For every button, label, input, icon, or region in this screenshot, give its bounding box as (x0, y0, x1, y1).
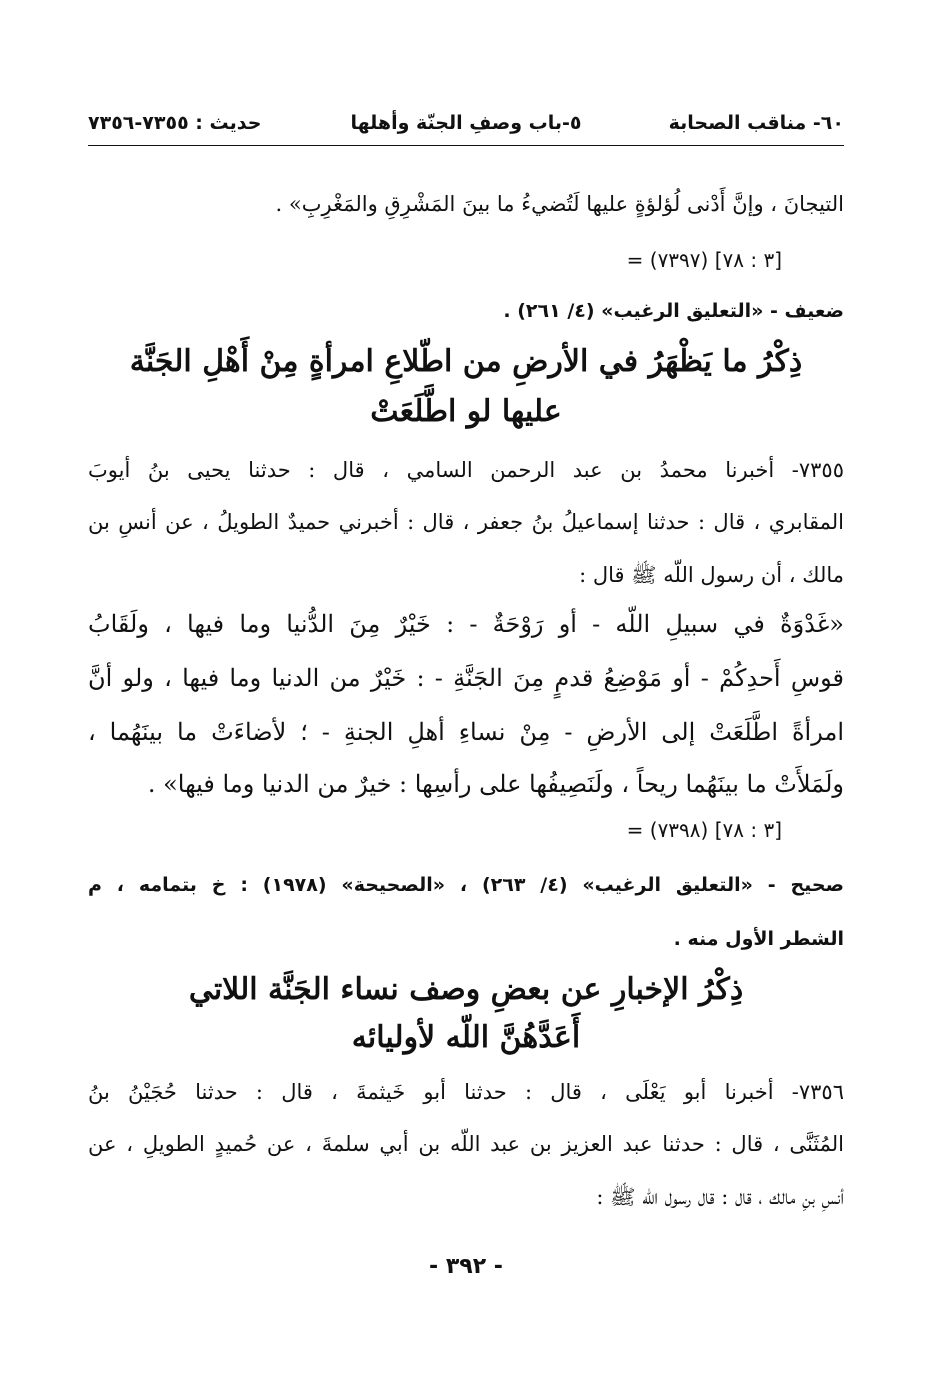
hadith-grade: ضعيف - «التعليق الرغيب» (٤/ ٢٦١) . (503, 300, 844, 322)
page-number: - ٣٩٢ - (429, 1254, 503, 1279)
chapter-heading-line: ذِكْرُ ما يَظْهَرُ في الأرضِ من اطّلاعِ امرأةٍ مِنْ أَهْلِ الجَنَّة (129, 344, 803, 379)
hadith-grade: صحيح - «التعليق الرغيب» (٤/ ٢٦٣) ، «الصحيحة» (١٩٧٨) : خ بتمامه ، م (88, 874, 844, 896)
matn-line: امرأةً اطَّلَعَتْ إلى الأرضِ - مِنْ نساءِ أهلِ الجنةِ - ؛ لأضاءَتْ ما بينَهُما ، (88, 718, 844, 746)
isnad-line: أنسِ بنِ مالك ، قال : قال رسول اللّه ﷺ : (596, 1185, 844, 1209)
chapter-heading-line: ذِكْرُ الإخبارِ عن بعضِ وصف نساء الجَنَّة اللاتي (188, 972, 744, 1007)
header-chapter-title: ٥-باب وصفِ الجنّة وأهلها (350, 112, 582, 134)
header-hadith-range: حديث : ٧٣٥٥-٧٣٥٦ (88, 112, 262, 134)
isnad-line: ٧٣٥٦- أخبرنا أبو يَعْلَى ، قال : حدثنا أبو خَيثمةَ ، قال : حدثنا حُجَيْنُ بنُ (88, 1080, 844, 1104)
chapter-heading-line: عليها لو اطَّلَعَتْ (370, 394, 562, 429)
hadith-grade: الشطر الأول منه . (673, 928, 844, 950)
header-book-section: ٦٠- مناقب الصحابة (668, 112, 844, 134)
header-divider (88, 145, 844, 146)
continuation-text-line: التيجانَ ، وإنَّ أَدْنى لُؤلؤةٍ عليها لَتُضيءُ ما بينَ المَشْرِقِ والمَغْرِبِ» . (275, 192, 844, 216)
cross-reference: = (٧٣٩٧) [٣ : ٧٨] (626, 248, 782, 272)
isnad-line: المُثَنَّى ، قال : حدثنا عبد العزيز بن عبد اللّه بن أبي سلمةَ ، عن حُميدٍ الطويلِ ، عن (88, 1132, 844, 1156)
matn-line: ولَمَلأَتْ ما بينَهُما ريحاً ، ولَنَصِيفُها على رأسِها : خيرٌ من الدنيا وما فيها» . (147, 770, 844, 798)
cross-reference: = (٧٣٩٨) [٣ : ٧٨] (626, 818, 782, 842)
matn-line: قوسِ أَحدِكُمْ - أو مَوْضِعُ قدمٍ مِنَ الجَنَّةِ - : خَيْرٌ من الدنيا وما فيها ، ولو أنَّ (88, 664, 844, 692)
book-page (88, 0, 844, 1373)
isnad-line: ٧٣٥٥- أخبرنا محمدُ بن عبد الرحمن السامي ، قال : حدثنا يحيى بنُ أيوبَ (88, 458, 844, 482)
running-header (88, 108, 844, 142)
chapter-heading-line: أَعَدَّهُنَّ اللّه لأوليائه (351, 1020, 581, 1055)
isnad-line: مالك ، أن رسول اللّه ﷺ قال : (579, 563, 844, 587)
isnad-line: المقابري ، قال : حدثنا إسماعيلُ بنُ جعفر ، قال : أخبرني حميدٌ الطويلُ ، عن أنسِ بن (88, 510, 844, 534)
matn-line: «غَدْوَةٌ في سبيلِ اللّه - أو رَوْحَةٌ - : خَيْرٌ مِنَ الدُّنيا وما فيها ، ولَقَابُ (88, 610, 844, 638)
